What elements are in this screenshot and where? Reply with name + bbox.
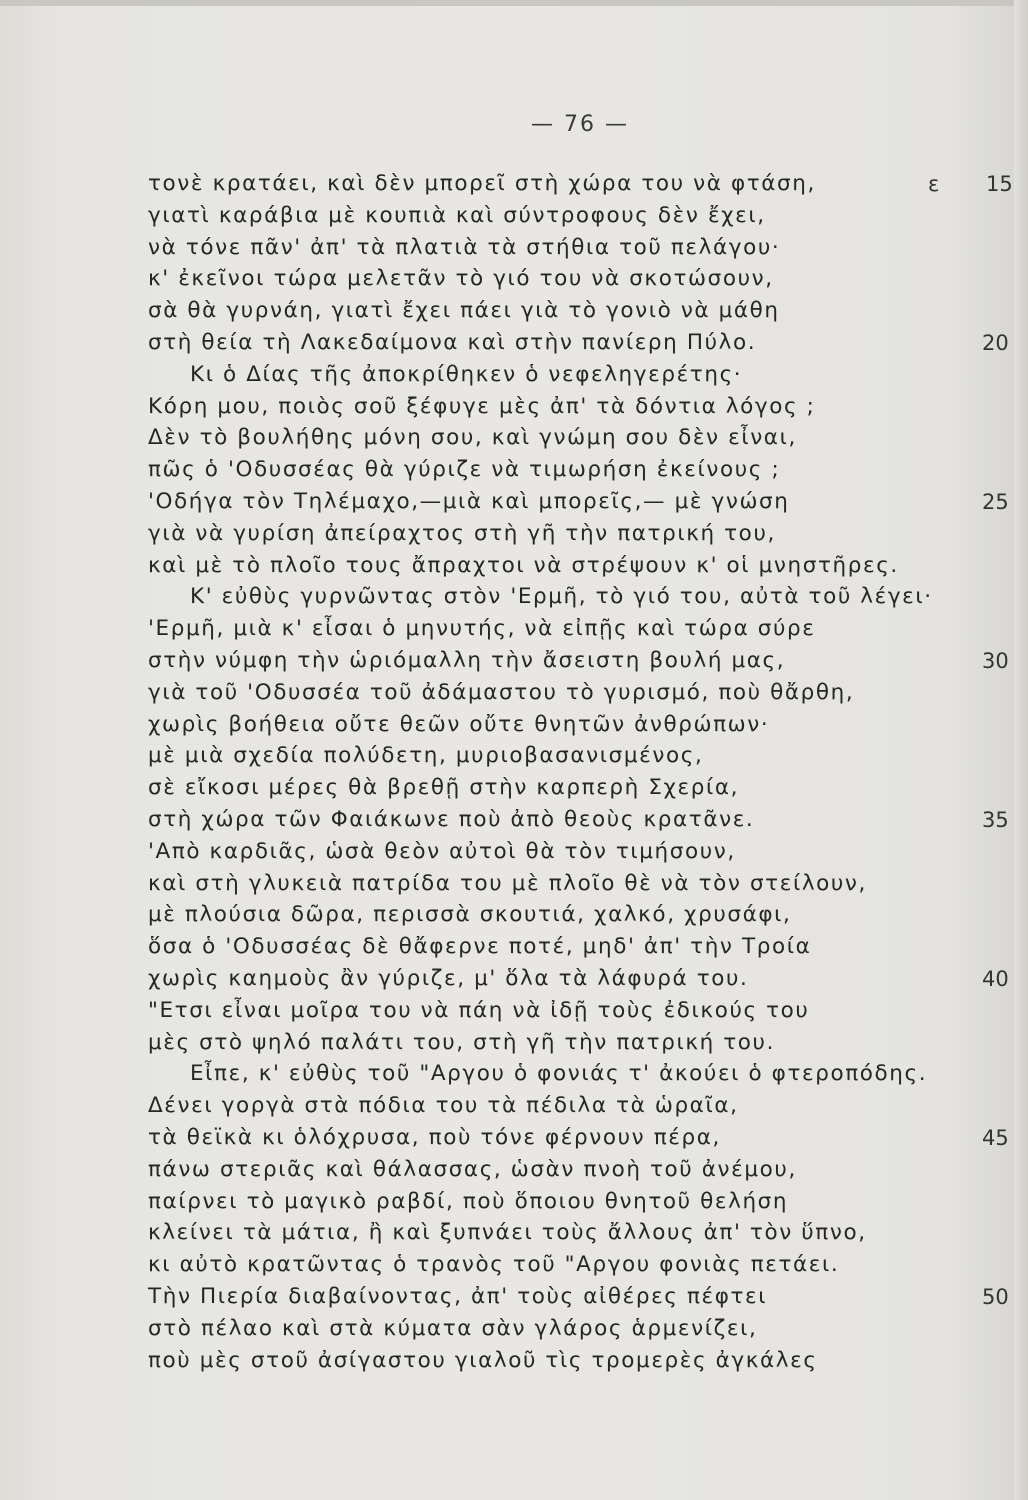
poem-line: Δένει γοργὰ στὰ πόδια του τὰ πέδιλα τὰ ὡραῖα, — [148, 1093, 739, 1119]
poem-line: πῶς ὁ 'Οδυσσέας θὰ γύριζε νὰ τιμωρήση ἐκείνους ; — [148, 457, 781, 483]
poem-line: Εἶπε, κ' εὐθὺς τοῦ "Αργου ὁ φονιάς τ' ἀκούει ὁ φτεροπόδης. — [190, 1061, 928, 1087]
poem-line: στὴ θεία τὴ Λακεδαίμονα καὶ στὴν πανίερη Πύλο. — [148, 330, 757, 355]
poem-line: κ' ἐκεῖνοι τώρα μελετᾶν τὸ γιό του νὰ σκοτώσουν, — [148, 266, 774, 292]
line-number: 40 — [982, 967, 1009, 991]
poem-line: σὲ εἴκοσι μέρες θὰ βρεθῇ στὴν καρπερὴ Σχερία, — [148, 775, 740, 801]
poem-line: μὲ μιὰ σχεδία πολύδετη, μυριοβασανισμένος, — [148, 743, 704, 769]
poem-line: τὰ θεϊκὰ κι ὁλόχρυσα, ποὺ τόνε φέρνουν πέρα, — [148, 1125, 721, 1150]
poem-line: χωρὶς καημοὺς ἂν γύριζε, μ' ὅλα τὰ λάφυρά του. — [148, 966, 749, 991]
line-number: 45 — [982, 1126, 1009, 1150]
poem-line: τονὲ κρατάει, καὶ δὲν μπορεῖ στὴ χώρα του νὰ φτάση, — [148, 171, 816, 196]
line-number: 20 — [982, 331, 1009, 355]
poem-line: Τὴν Πιερία διαβαίνοντας, ἀπ' τοὺς αἰθέρες πέφτει — [148, 1284, 768, 1309]
poem-line: κι αὐτὸ κρατῶντας ὁ τρανὸς τοῦ "Αργου φονιὰς πετάει. — [148, 1252, 840, 1278]
poem-line: σὰ θὰ γυρνάη, γιατὶ ἔχει πάει γιὰ τὸ γονιὸ νὰ μάθη — [148, 298, 780, 324]
line-number: 35 — [982, 808, 1009, 832]
line-number: 30 — [982, 649, 1009, 673]
poem-line: πάνω στεριᾶς καὶ θάλασσας, ὡσὰν πνοὴ τοῦ ἀνέμου, — [148, 1156, 797, 1182]
poem-line: κλείνει τὰ μάτια, ἢ καὶ ξυπνάει τοὺς ἄλλους ἀπ' τὸν ὕπνο, — [148, 1220, 867, 1246]
line-number: 50 — [982, 1285, 1009, 1309]
poem-line: καὶ στὴ γλυκειὰ πατρίδα του μὲ πλοῖο θὲ νὰ τὸν στείλουν, — [148, 870, 867, 896]
page-top-edge — [0, 0, 1028, 6]
poem-line: μὲς στὸ ψηλό παλάτι του, στὴ γῆ τὴν πατρική του. — [148, 1029, 776, 1055]
poem-line: καὶ μὲ τὸ πλοῖο τους ἄπραχτοι νὰ στρέψουν κ' οἱ μνηστῆρες. — [148, 552, 899, 578]
poem-line: γιὰ νὰ γυρίση ἀπείραχτος στὴ γῆ τὴν πατρική του, — [148, 520, 776, 546]
poem-line: Κ' εὐθὺς γυρνῶντας στὸν 'Ερμῆ, τὸ γιό του, αὐτὰ τοῦ λέγει· — [190, 584, 933, 610]
page-number: — 76 — — [531, 112, 629, 137]
poem-line: νὰ τόνε πᾶν' ἀπ' τὰ πλατιὰ τὰ στήθια τοῦ πελάγου· — [148, 234, 781, 260]
poem-line: στὴν νύμφη τὴν ὡριόμαλλη τὴν ἄσειστη βουλή μας, — [148, 648, 786, 673]
line-number: 15 — [986, 172, 1013, 196]
page-right-edge — [1014, 0, 1028, 1500]
poem-line: ποὺ μὲς στοῦ ἀσίγαστου γιαλοῦ τὶς τρομερὲς ἀγκάλες — [148, 1347, 818, 1373]
line-number: 25 — [982, 490, 1009, 514]
poem-line: γιὰ τοῦ 'Οδυσσέα τοῦ ἀδάμαστου τὸ γυρισμό, ποὺ θἄρθη, — [148, 679, 855, 705]
poem-line: μὲ πλούσια δῶρα, περισσὰ σκουτιά, χαλκό, χρυσάφι, — [148, 902, 792, 928]
poem-line: στὴ χώρα τῶν Φαιάκωνε ποὺ ἀπὸ θεοὺς κρατᾶνε. — [148, 807, 755, 832]
poem-line: γιατὶ καράβια μὲ κουπιὰ καὶ σύντροφους δὲν ἔχει, — [148, 202, 766, 228]
poem-line: στὸ πέλαο καὶ στὰ κύματα σὰν γλάρος ἁρμενίζει, — [148, 1315, 758, 1341]
poem-line: Κόρη μου, ποιὸς σοῦ ξέφυγε μὲς ἀπ' τὰ δόντια λόγος ; — [148, 393, 816, 419]
poem-line: 'Ερμῆ, μιὰ κ' εἶσαι ὁ μηνυτής, νὰ εἰπῇς καὶ τώρα σύρε — [148, 616, 816, 642]
poem-line: Δὲν τὸ βουλήθης μόνη σου, καὶ γνώμη σου δὲν εἶναι, — [148, 425, 797, 451]
poem-line: παίρνει τὸ μαγικὸ ραβδί, ποὺ ὅποιου θνητοῦ θελήση — [148, 1188, 789, 1214]
poem-line: ὅσα ὁ 'Οδυσσέας δὲ θἄφερνε ποτέ, μηδ' ἀπ' τὴν Τροία — [148, 934, 812, 960]
poem-line: 'Οδήγα τὸν Τηλέμαχο,—μιὰ καὶ μπορεῖς,— μὲ γνώση — [148, 489, 790, 514]
book-marker: ε — [928, 172, 940, 196]
poem-line: "Ετσι εἶναι μοῖρα του νὰ πάη νὰ ἰδῇ τοὺς ἐδικούς του — [148, 997, 810, 1023]
poem-line: Κι ὁ Δίας τῆς ἀποκρίθηκεν ὁ νεφεληγερέτης· — [190, 361, 743, 387]
poem-line: χωρὶς βοήθεια οὔτε θεῶν οὔτε θνητῶν ἀνθρώπων· — [148, 711, 770, 737]
poem-line: 'Απὸ καρδιᾶς, ὡσὰ θεὸν αὐτοὶ θὰ τὸν τιμήσουν, — [148, 838, 736, 864]
